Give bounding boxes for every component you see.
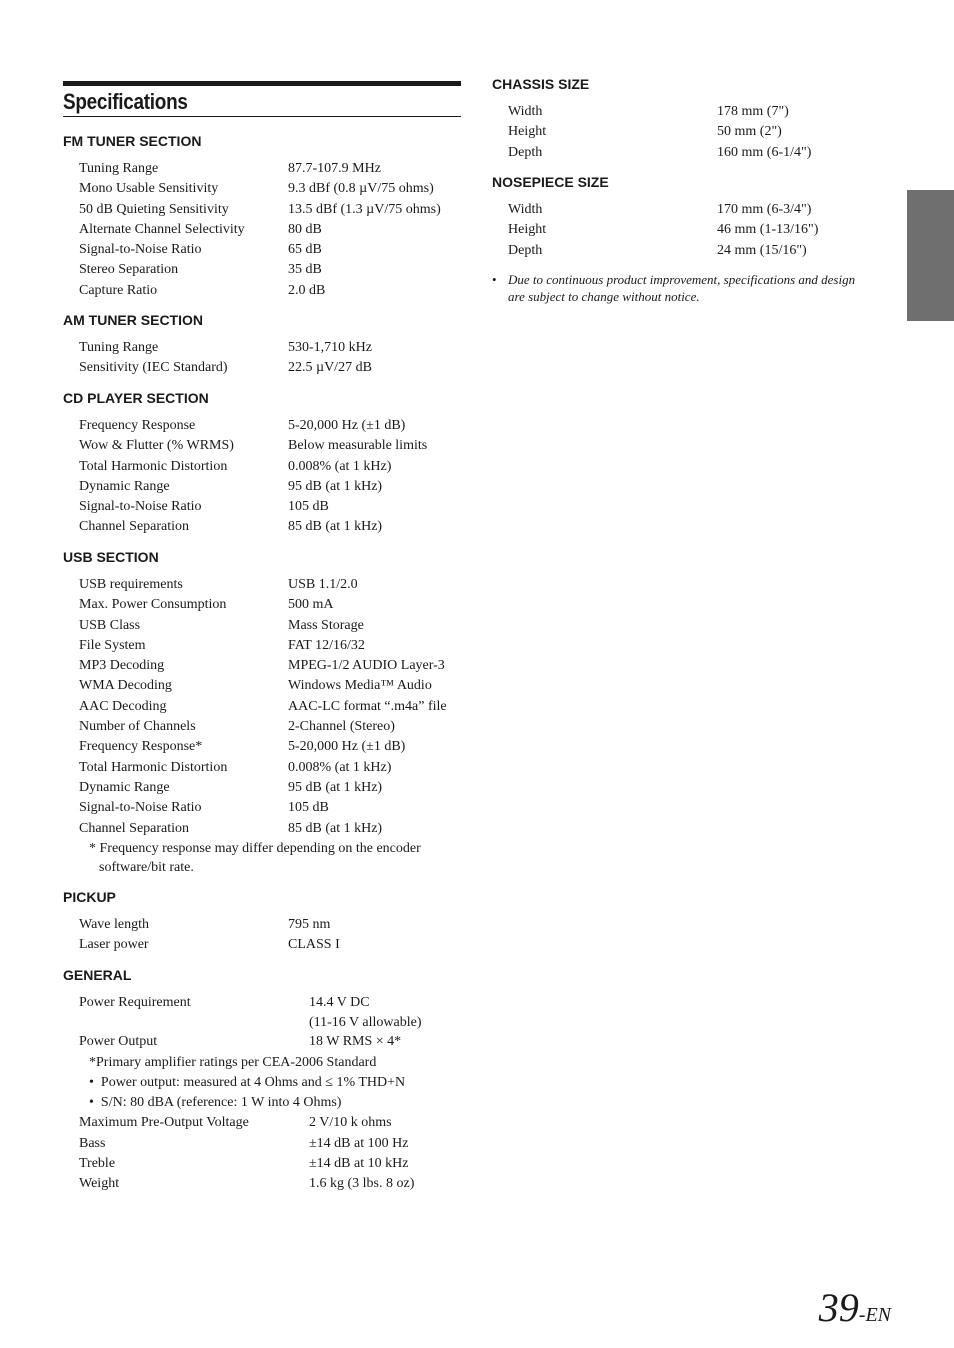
section-heading: PICKUP xyxy=(63,889,116,905)
spec-value: 35 dB xyxy=(288,262,322,278)
amplifier-bullet-text: S/N: 80 dBA (reference: 1 W into 4 Ohms) xyxy=(100,1095,342,1111)
spec-row xyxy=(492,241,887,261)
amplifier-bullet xyxy=(63,1073,461,1093)
spec-row xyxy=(63,179,461,199)
spec-row xyxy=(63,778,461,798)
spec-row xyxy=(63,497,461,517)
spec-row xyxy=(63,1174,461,1194)
spec-label: Maximum Pre-Output Voltage xyxy=(79,1115,249,1131)
spec-value: 50 mm (2") xyxy=(717,124,782,140)
spec-label: Signal-to-Noise Ratio xyxy=(79,800,202,816)
spec-label: Signal-to-Noise Ratio xyxy=(79,242,202,258)
spec-row xyxy=(492,122,887,142)
spec-row xyxy=(492,143,887,163)
spec-label: Width xyxy=(508,104,543,119)
spec-value: Mass Storage xyxy=(288,617,364,633)
spec-label: Bass xyxy=(79,1135,106,1151)
spec-label: Power Requirement xyxy=(79,995,191,1010)
spec-row xyxy=(63,656,461,676)
spec-value: 46 mm (1-13/16") xyxy=(717,222,819,238)
spec-row xyxy=(63,358,461,378)
spec-label: MP3 Decoding xyxy=(79,658,165,674)
spec-row xyxy=(63,436,461,456)
spec-value: Windows Media™ Audio xyxy=(288,678,432,694)
spec-value: 80 dB xyxy=(288,221,322,237)
spec-row xyxy=(63,416,461,436)
spec-value: 9.3 dBf (0.8 µV/75 ohms) xyxy=(288,181,434,197)
spec-value: (11-16 V allowable) xyxy=(309,1015,422,1031)
spec-row xyxy=(63,717,461,737)
section-heading: CD PLAYER SECTION xyxy=(63,390,209,406)
spec-label: Height xyxy=(508,222,547,238)
spec-value: 178 mm (7") xyxy=(717,104,789,119)
usb-section xyxy=(63,549,461,877)
spec-value: ±14 dB at 10 kHz xyxy=(309,1156,409,1172)
spec-label: Depth xyxy=(508,144,543,160)
spec-label: Power Output xyxy=(79,1034,158,1050)
spec-value: MPEG-1/2 AUDIO Layer-3 xyxy=(288,658,445,674)
spec-label: Sensitivity (IEC Standard) xyxy=(79,360,228,376)
spec-value: 85 dB (at 1 kHz) xyxy=(288,519,383,535)
spec-value: 0.008% (at 1 kHz) xyxy=(288,458,392,474)
spec-value: 95 dB (at 1 kHz) xyxy=(288,478,383,494)
spec-row xyxy=(63,457,461,477)
spec-value: 530-1,710 kHz xyxy=(288,340,372,355)
spec-label: Tuning Range xyxy=(79,161,159,176)
spec-row xyxy=(63,575,461,595)
spec-label: Tuning Range xyxy=(79,340,159,355)
spec-label: 50 dB Quieting Sensitivity xyxy=(79,201,229,217)
spec-value: 24 mm (15/16") xyxy=(717,242,807,258)
spec-row xyxy=(63,200,461,220)
page-title-block xyxy=(63,81,461,117)
spec-label: Max. Power Consumption xyxy=(79,597,227,613)
am-tuner-section xyxy=(63,312,461,379)
title-top-bar xyxy=(63,81,461,86)
spec-row xyxy=(63,517,461,537)
spec-label: Number of Channels xyxy=(79,719,196,735)
spec-value: 87.7-107.9 MHz xyxy=(288,161,381,176)
section-heading: CHASSIS SIZE xyxy=(492,76,590,92)
spec-label: Depth xyxy=(508,242,543,258)
spec-label: Height xyxy=(508,124,547,140)
spec-label: Total Harmonic Distortion xyxy=(79,759,228,775)
amplifier-bullet-text: Power output: measured at 4 Ohms and ≤ 1% THD+N xyxy=(100,1074,406,1090)
spec-row xyxy=(63,477,461,497)
spec-row xyxy=(492,200,887,220)
spec-row xyxy=(63,1154,461,1174)
spec-label: Wow & Flutter (% WRMS) xyxy=(79,438,234,454)
spec-label: Mono Usable Sensitivity xyxy=(79,181,219,197)
spec-value: 22.5 µV/27 dB xyxy=(288,360,372,376)
spec-row xyxy=(63,798,461,818)
section-heading: NOSEPIECE SIZE xyxy=(492,174,609,190)
fm-tuner-section xyxy=(63,133,461,301)
spec-value: 2.0 dB xyxy=(288,282,326,298)
cd-player-section xyxy=(63,390,461,538)
spec-label: Total Harmonic Distortion xyxy=(79,458,228,474)
spec-label: Width xyxy=(508,202,543,217)
spec-row xyxy=(63,281,461,301)
spec-value: 85 dB (at 1 kHz) xyxy=(288,820,383,836)
spec-label: File System xyxy=(79,637,146,653)
section-heading: USB SECTION xyxy=(63,549,159,565)
spec-label: Capture Ratio xyxy=(79,282,158,298)
page-title: Specifications xyxy=(63,89,188,114)
spec-row xyxy=(63,1134,461,1154)
spec-value: 160 mm (6-1/4") xyxy=(717,144,812,160)
spec-value: Below measurable limits xyxy=(288,438,428,454)
usb-footnote-continued: software/bit rate. xyxy=(99,859,194,875)
spec-value: 18 W RMS × 4* xyxy=(309,1034,402,1050)
spec-label: Dynamic Range xyxy=(79,779,170,795)
bullet-icon: • xyxy=(89,1074,94,1090)
spec-row xyxy=(63,220,461,240)
spec-row xyxy=(63,819,461,839)
spec-row xyxy=(63,758,461,778)
spec-label: Dynamic Range xyxy=(79,478,170,494)
usb-footnote: * Frequency response may differ depending on the encoder xyxy=(89,840,421,856)
amplifier-note: *Primary amplifier ratings per CEA-2006 Standard xyxy=(89,1054,377,1070)
spec-value: 0.008% (at 1 kHz) xyxy=(288,759,392,775)
spec-row-continued xyxy=(63,1013,461,1032)
spec-label: Alternate Channel Selectivity xyxy=(79,221,245,237)
disclaimer-line: are subject to change without notice. xyxy=(508,289,700,304)
spec-row xyxy=(63,595,461,615)
spec-value: 65 dB xyxy=(288,242,322,258)
spec-row xyxy=(63,915,461,935)
section-side-tab xyxy=(907,190,954,321)
section-heading: AM TUNER SECTION xyxy=(63,312,203,328)
spec-row xyxy=(63,260,461,280)
spec-value: ±14 dB at 100 Hz xyxy=(309,1135,409,1151)
bullet-icon: • xyxy=(492,272,497,287)
page-number xyxy=(819,1286,891,1330)
spec-row xyxy=(63,993,461,1013)
title-underline xyxy=(63,116,461,117)
spec-row xyxy=(63,159,461,179)
spec-row xyxy=(63,1113,461,1133)
spec-value: 105 dB xyxy=(288,800,329,816)
spec-label: Frequency Response xyxy=(79,418,196,433)
spec-label: Weight xyxy=(79,1176,120,1192)
spec-label: Channel Separation xyxy=(79,519,190,535)
amplifier-bullet xyxy=(63,1093,461,1113)
spec-label: Stereo Separation xyxy=(79,262,179,278)
spec-label: USB requirements xyxy=(79,577,183,592)
spec-value: 1.6 kg (3 lbs. 8 oz) xyxy=(309,1176,415,1192)
spec-value: AAC-LC format “.m4a” file xyxy=(288,698,447,714)
spec-value: 13.5 dBf (1.3 µV/75 ohms) xyxy=(288,201,441,217)
pickup-section xyxy=(63,889,461,956)
spec-label: WMA Decoding xyxy=(79,678,172,694)
spec-label: Frequency Response* xyxy=(79,739,203,755)
spec-value: USB 1.1/2.0 xyxy=(288,577,358,592)
spec-row xyxy=(63,697,461,717)
disclaimer-line: Due to continuous product improvement, specifications and design xyxy=(508,272,856,287)
chassis-size-section xyxy=(492,76,887,163)
page-number-suffix: -EN xyxy=(858,1304,891,1326)
spec-label: AAC Decoding xyxy=(79,698,167,714)
spec-value: 95 dB (at 1 kHz) xyxy=(288,779,383,795)
section-heading: FM TUNER SECTION xyxy=(63,133,202,149)
spec-label: Signal-to-Noise Ratio xyxy=(79,499,202,515)
spec-value: CLASS I xyxy=(288,937,340,953)
spec-label: Treble xyxy=(79,1156,116,1172)
spec-label: Laser power xyxy=(79,937,149,953)
spec-value: FAT 12/16/32 xyxy=(288,637,365,653)
spec-row xyxy=(492,220,887,240)
spec-value: 105 dB xyxy=(288,499,329,515)
spec-row xyxy=(63,1032,461,1052)
page-number-value: 39 xyxy=(818,1285,859,1330)
section-heading: GENERAL xyxy=(63,967,132,983)
spec-row xyxy=(63,616,461,636)
spec-label: Channel Separation xyxy=(79,820,190,836)
spec-row xyxy=(492,102,887,122)
nosepiece-size-section xyxy=(492,174,887,261)
spec-value: 2 V/10 k ohms xyxy=(309,1115,392,1131)
spec-row xyxy=(63,240,461,260)
spec-row xyxy=(63,636,461,656)
spec-label: Wave length xyxy=(79,917,150,932)
spec-row xyxy=(63,676,461,696)
general-section xyxy=(63,967,461,1195)
bullet-icon: • xyxy=(89,1095,94,1111)
disclaimer-note xyxy=(492,271,887,305)
spec-value: 170 mm (6-3/4") xyxy=(717,202,812,217)
spec-value: 5-20,000 Hz (±1 dB) xyxy=(288,739,406,755)
spec-value: 500 mA xyxy=(288,597,334,613)
spec-row xyxy=(63,935,461,955)
spec-value: 14.4 V DC xyxy=(309,995,370,1010)
spec-value: 2-Channel (Stereo) xyxy=(288,719,395,735)
spec-value: 5-20,000 Hz (±1 dB) xyxy=(288,418,406,433)
spec-row xyxy=(63,338,461,358)
spec-value: 795 nm xyxy=(288,917,331,932)
spec-label: USB Class xyxy=(79,617,141,633)
spec-row xyxy=(63,737,461,757)
